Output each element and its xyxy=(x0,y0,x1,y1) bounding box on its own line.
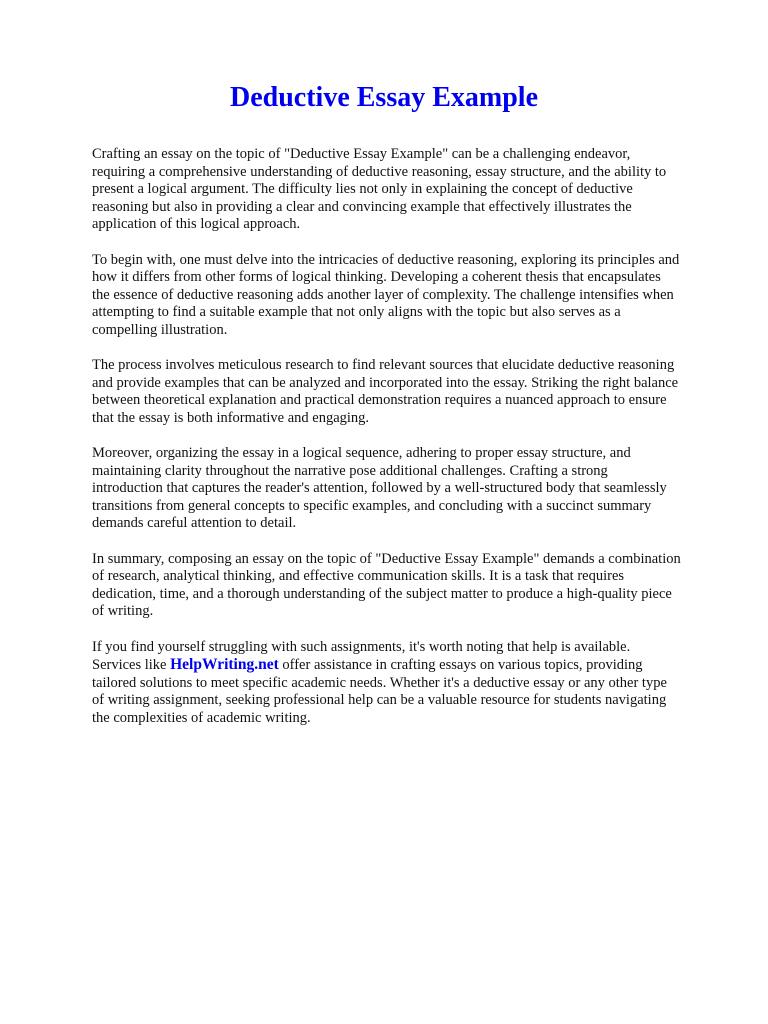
text-line: If you find yourself struggling with such assignments, it's worth noting that help is available. xyxy=(92,638,631,655)
text-line: and provide examples that can be analyzed and incorporated into the essay. Striking the right balance xyxy=(92,374,679,391)
paragraph-6 xyxy=(92,639,726,728)
text-line: demands careful attention to detail. xyxy=(92,515,297,531)
text-line: Moreover, organizing the essay in a logical sequence, adhering to proper essay structure, and xyxy=(92,445,631,461)
paragraph-4 xyxy=(92,445,726,533)
text-line: that the essay is both informative and engaging. xyxy=(92,409,370,426)
text-line: reasoning but also in providing a clear and convincing example that effectively illustrates the xyxy=(92,198,632,215)
page-title: Deductive Essay Example xyxy=(230,82,538,113)
text-line: requiring a comprehensive understanding of deductive reasoning, essay structure, and the ability to xyxy=(92,163,667,180)
text-line: of writing. xyxy=(92,603,154,619)
text-line: the complexities of academic writing. xyxy=(92,709,311,726)
text-line: tailored solutions to meet specific academic needs. Whether it's a deductive essay or any other type xyxy=(92,674,667,691)
text-line: of writing assignment, seeking professional help can be a valuable resource for students navigating xyxy=(92,692,667,708)
text-line: attempting to find a suitable example that not only aligns with the topic but also serves as a xyxy=(92,304,621,320)
text-line: In summary, composing an essay on the topic of "Deductive Essay Example" demands a combination xyxy=(92,550,681,567)
helpwriting-link[interactable]: HelpWriting.net xyxy=(170,656,279,673)
text-line: Crafting an essay on the topic of "Deductive Essay Example" can be a challenging endeavor, xyxy=(92,146,631,162)
text-line: To begin with, one must delve into the intricacies of deductive reasoning, exploring its principles and xyxy=(92,251,680,268)
text-line: application of this logical approach. xyxy=(92,216,301,232)
text-line: dedication, time, and a thorough understanding of the subject matter to produce a high-quality piece xyxy=(92,585,672,602)
text-line: The process involves meticulous research to find relevant sources that elucidate deductive reasoning xyxy=(92,357,675,373)
paragraph-2 xyxy=(92,252,726,340)
text-line: transitions from general concepts to specific examples, and concluding with a succinct summary xyxy=(92,497,652,514)
text-line: between theoretical explanation and practical demonstration requires a nuanced approach to ensure xyxy=(92,392,667,408)
text-line: introduction that captures the reader's attention, followed by a well-structured body that seamlessly xyxy=(92,480,667,496)
text-line: how it differs from other forms of logical thinking. Developing a coherent thesis that encapsulates xyxy=(92,269,661,285)
text-segment: Services like xyxy=(92,657,171,673)
text-line: compelling illustration. xyxy=(92,321,228,338)
text-line: the essence of deductive reasoning adds another layer of complexity. The challenge intensifies when xyxy=(92,286,674,303)
paragraph-5 xyxy=(92,551,726,621)
paragraph-3 xyxy=(92,357,726,427)
text-line: of research, analytical thinking, and effective communication skills. It is a task that requires xyxy=(92,568,625,584)
essay-body xyxy=(92,146,726,745)
text-line: maintaining clarity throughout the narrative pose additional challenges. Crafting a strong xyxy=(92,462,608,479)
text-segment: offer assistance in crafting essays on various topics, providing xyxy=(278,657,643,673)
text-line-with-link xyxy=(92,656,726,675)
text-line: present a logical argument. The difficulty lies not only in explaining the concept of deductive xyxy=(92,181,633,197)
paragraph-1 xyxy=(92,146,726,234)
